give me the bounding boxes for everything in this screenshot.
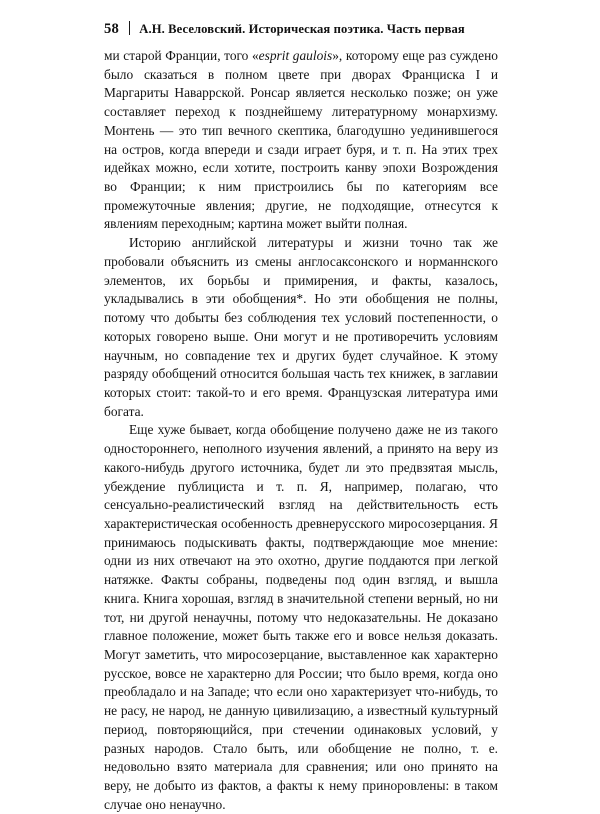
paragraph-1: ми старой Франции, того «esprit gaulois», которому еще раз суждено было сказаться в полном цвете при дворах Франциска I и Маргариты Наваррской. Ронсар является несколько позже; он уже составляет переход к позднейшему литературному монархизму. Монтень — это тип вечного скептика, благодушно уединившегося на остров, когда впереди и сзади играет буря, и т. п. На этих трех идейках можно, если хотите, построить канву эпохи Возрождения во Франции; к ним пристроились бы по категориям все промежуточные явления; другие, не подходящие, отнесутся к явлениям переходным; картина может выйти полная. xyxy=(104,48,498,232)
text-block xyxy=(104,47,498,814)
paragraph-3: Еще хуже бывает, когда обобщение получено даже не из такого одностороннего, неполного изучения явлений, а принято на веру из какого-нибудь другого источника, будет ли это предвзятая мысль, убеждение публициста и т. п. Я, например, полагаю, что сенсуально-реалистический взгляд на действительность есть характеристическая особенность древнерусского миросозерцания. Я принимаюсь подыскивать факты, подтверждающие мое мнение: одни из них отвечают на это охотно, другие поддаются при легкой натяжке. Факты собраны, подведены под один взгляд, и вышла книга. Книга хорошая, взгляд в значительной степени верный, но ни тот, ни другой ненаучны, потому что недоказательны. Не доказано главное положение, может быть также его и вовсе нельзя доказать. Могут заметить, что миросозерцание, выставленное как характерно русское, вовсе не характерно для России; что было время, когда оно преобладало и на Западе; что если оно характеризует что-нибудь, то не расу, не народ, не данную цивилизацию, а известный культурный период, повторяющийся, при стечении одинаковых условий, у разных народов. Стало быть, или обобщение не полно, т. е. недовольно взято материала для сравнения; или оно принято на веру, не добыто из фактов, а факты к нему приноровлены: в таком случае оно ненаучно. xyxy=(104,422,498,812)
running-title: А.Н. Веселовский. Историческая поэтика. Часть первая xyxy=(139,22,465,36)
running-head xyxy=(104,19,498,39)
paragraph-2: Историю английской литературы и жизни точно так же пробовали объяснить из смены англосаксонского и норманнского элементов, их борьбы и примирения, и факты, казалось, укладывались в эти обобщения*. Но эти обобщения не полны, потому что добыты без соблюдения тех условий постепенности, о которых говорено выше. Они могут и не противоречить условиям научным, но совпадение тех и других будет случайное. К этому разряду обобщений относится большая часть тех книжек, в заглавии которых стоит: такой-то и его время. Французская литература ими богата. xyxy=(104,235,499,419)
header-divider xyxy=(129,21,130,35)
italic-phrase: esprit gaulois xyxy=(258,48,333,63)
footnote-marker: * xyxy=(296,291,304,307)
page-number: 58 xyxy=(104,21,119,37)
